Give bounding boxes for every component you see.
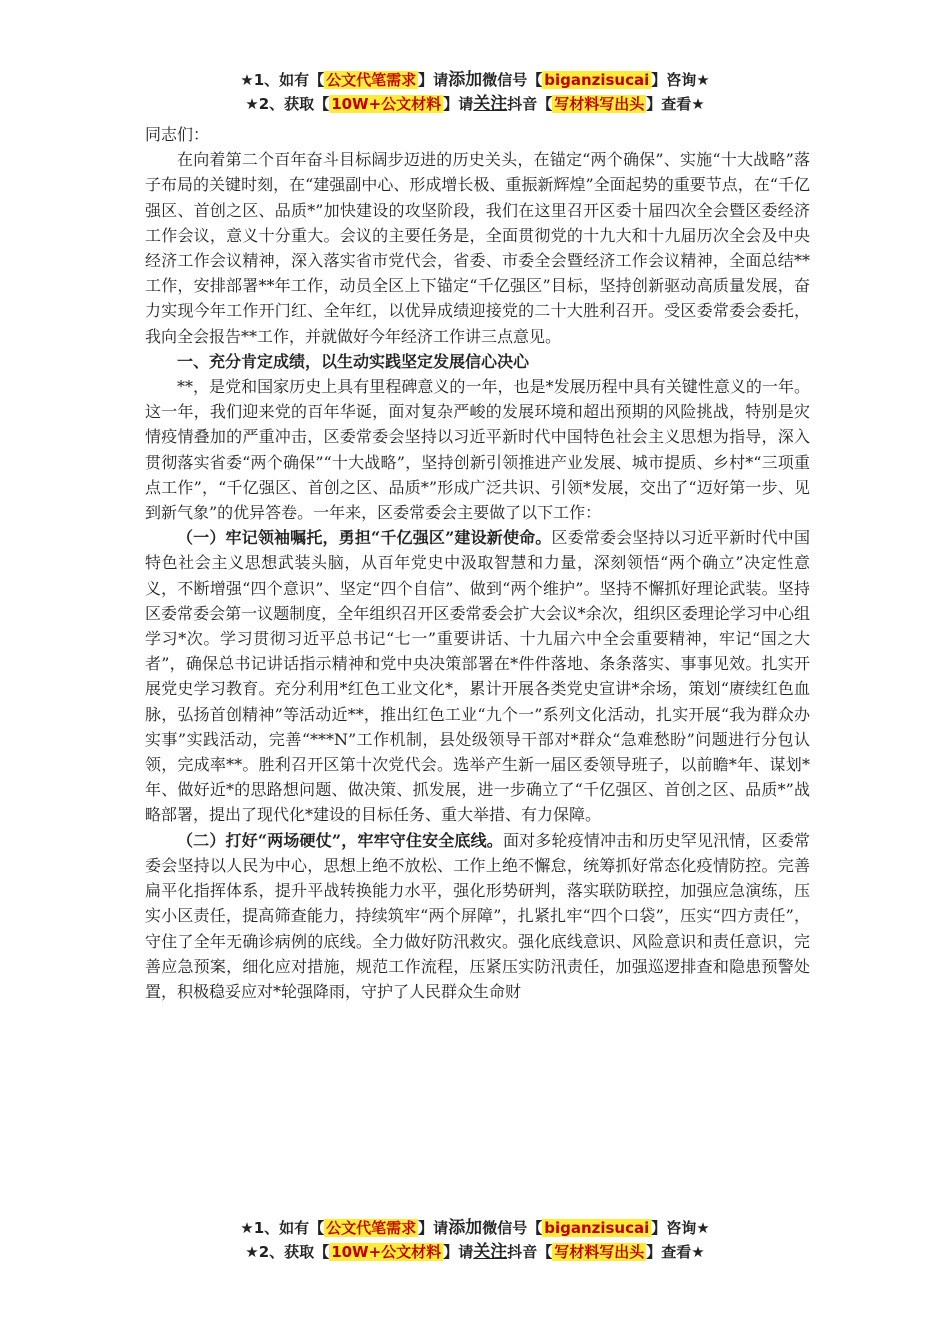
- subsection-1: [145, 525, 810, 827]
- paragraph-summary: **，是党和国家历史上具有里程碑意义的一年，也是*发展历程中具有关键性意义的一年。这一年，我们迎来党的百年华诞，面对复杂严峻的发展环境和超出预期的风险挑战，特别是灾情疫情叠加的严重冲击，区委常委会坚持以习近平新时代中国特色社会主义思想为指导，深入贯彻落实省委“两个确保”“十大战略”，坚持创新引领推进产业发展、城市提质、乡村*“三项重点工作”，“千亿强区、首创之区、品质*”形成广泛共识、引领*发展，交出了“迈好第一步、见到新气象”的优异答卷。一年来，区委常委会主要做了以下工作：: [145, 377, 810, 523]
- banner-text: 抖音【: [507, 1243, 553, 1261]
- banner-emphasis: 添加: [448, 1218, 483, 1238]
- banner-emphasis: 添加: [448, 70, 483, 90]
- highlight-materials: 10W+公文材料: [331, 1243, 442, 1261]
- banner-text: 微信号【: [482, 1219, 543, 1237]
- salutation: 同志们：: [145, 125, 210, 144]
- banner-text: 】请: [418, 71, 449, 89]
- highlight-douyin-account: 写材料写出头: [554, 95, 645, 113]
- highlight-douyin-account: 写材料写出头: [554, 1243, 645, 1261]
- banner-text: 】查看★: [646, 1243, 705, 1261]
- banner-text: 】请: [443, 95, 474, 113]
- banner-text: ★1、如有【: [240, 1219, 325, 1237]
- banner-text: 微信号【: [482, 71, 543, 89]
- banner-line-2: [0, 1240, 950, 1264]
- document-body: [145, 122, 810, 1004]
- highlight-materials: 10W+公文材料: [331, 95, 442, 113]
- highlight-wechat-id: biganzisucai: [544, 1219, 650, 1237]
- subsection-2: [145, 828, 810, 1004]
- banner-text: 】咨询★: [651, 71, 710, 89]
- banner-line-1: [0, 1216, 950, 1240]
- banner-line-1: [0, 68, 950, 92]
- banner-text: 】请: [443, 1243, 474, 1261]
- subsection-2-body: 面对多轮疫情冲击和历史罕见汛情，区委常委会坚持以人民为中心，思想上绝不放松、工作上绝不懈怠，统筹抓好常态化疫情防控。完善扁平化指挥体系，提升平战转换能力水平，强化形势研判，落实联防联控，加强应急演练，压实小区责任，提高筛查能力，持续筑牢“两个屏障”，扎紧扎牢“四个口袋”，压实“四方责任”，守住了全年无确诊病例的底线。全力做好防汛救灾。强化底线意识、风险意识和责任意识，完善应急预案，细化应对措施，规范工作流程，压紧压实防汛责任，加强巡逻排查和隐患预警处置，积极稳妥应对*轮强降雨，守护了人民群众生命财: [145, 830, 810, 1001]
- banner-text: ★1、如有【: [240, 71, 325, 89]
- banner-line-2: [0, 92, 950, 116]
- banner-text: ★2、获取【: [245, 1243, 330, 1261]
- banner-text: 】请: [418, 1219, 449, 1237]
- highlight-service: 公文代笔需求: [326, 1219, 417, 1237]
- section-heading-1: 一、充分肯定成绩，以生动实践坚定发展信心决心: [177, 351, 530, 371]
- banner-emphasis: 关注: [473, 1242, 508, 1262]
- subsection-1-body: 区委常委会坚持以习近平新时代中国特色社会主义思想武装头脑，从百年党史中汲取智慧和力量，深刻领悟“两个确立”决定性意义，不断增强“四个意识”、坚定“四个自信”、做到“两个维护”。坚持不懈抓好理论武装。坚持区委常委会第一议题制度，全年组织召开区委常委会扩大会议*余次，组织区委理论学习中心组学习*次。学习贯彻习近平总书记“七一”重要讲话、十九届六中全会重要精神，牢记“国之大者”，确保总书记讲话指示精神和党中央决策部署在*件件落地、条条落实、事事见效。扎实开展党史学习教育。充分利用*红色工业文化*，累计开展各类党史宣讲*余场，策划“赓续红色血脉，弘扬首创精神”等活动近**，推出红色工业“九个一”系列文化活动，扎实开展“我为群众办实事”实践活动，完善“***N”工作机制，县处级领导干部对*群众“急难愁盼”问题进行分包认领，完成率**。胜利召开区第十次党代会。选举产生新一届区委领导班子，以前瞻*年、谋划*年、做好近*的思路想问题、做决策、抓发展，进一步确立了“千亿强区、首创之区、品质*”战略部署，提出了现代化*建设的目标任务、重大举措、有力保障。: [145, 528, 810, 825]
- banner-text: 】查看★: [646, 95, 705, 113]
- banner-emphasis: 关注: [473, 94, 508, 114]
- header-banner: [0, 68, 950, 116]
- highlight-wechat-id: biganzisucai: [544, 71, 650, 89]
- banner-text: ★2、获取【: [245, 95, 330, 113]
- footer-banner: [0, 1216, 950, 1264]
- banner-text: 抖音【: [507, 95, 553, 113]
- highlight-service: 公文代笔需求: [326, 71, 417, 89]
- paragraph-intro: 在向着第二个百年奋斗目标阔步迈进的历史关头，在锚定“两个确保”、实施“十大战略”落子布局的关键时刻，在“建强副中心、形成增长极、重振新辉煌”全面起势的重要节点，在“千亿强区、首创之区、品质*”加快建设的攻坚阶段，我们在这里召开区委十届四次全会暨区委经济工作会议，意义十分重大。会议的主要任务是，全面贯彻党的十九大和十九届历次全会及中央经济工作会议精神，深入落实省市党代会，省委、市委全会暨经济工作会议精神，全面总结**工作，安排部署**年工作，动员全区上下锚定“千亿强区”目标，坚持创新驱动高质量发展，奋力实现今年工作开门红、全年红，以优异成绩迎接党的二十大胜利召开。受区委常委会委托，我向全会报告**工作，并就做好今年经济工作讲三点意见。: [145, 150, 810, 346]
- subsection-2-title: （二）打好“两场硬仗”，牢牢守住安全底线。: [177, 830, 503, 850]
- subsection-1-title: （一）牢记领袖嘱托，勇担“千亿强区”建设新使命。: [177, 528, 552, 548]
- banner-text: 】咨询★: [651, 1219, 710, 1237]
